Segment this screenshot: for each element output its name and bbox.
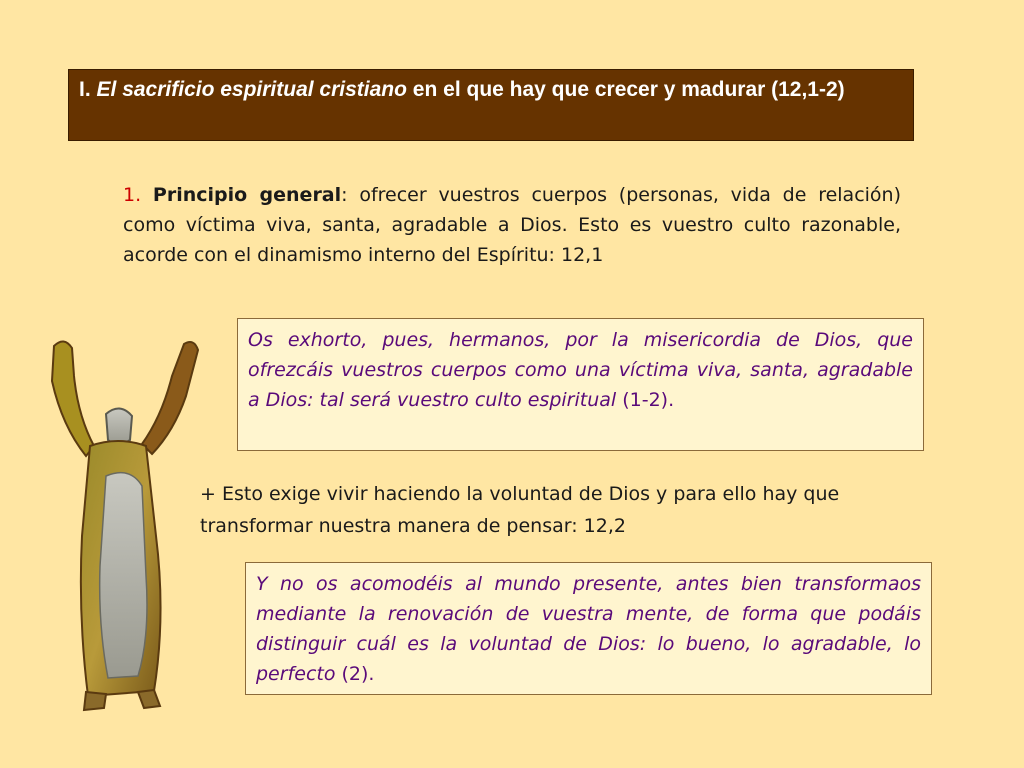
praying-figure-icon [34, 336, 204, 716]
principle-paragraph [123, 180, 901, 270]
principle-heading: Principio general [152, 184, 342, 206]
note-paragraph: + Esto exige vivir haciendo la voluntad de Dios y para ello hay que transformar nuestra manera de pensar: 12,2 [200, 483, 840, 537]
principle-text: : ofrecer vuestros cuerpos (personas, vida de relación) como víctima viva, santa, agradable a Dios. Esto es vuestro culto razonable, acorde con el dinamismo interno del Espíritu: 12,1 [123, 184, 902, 266]
title-italic: El sacrificio espiritual cristiano [96, 78, 407, 101]
principle-number: 1. [123, 184, 142, 206]
title-number: I. [79, 78, 97, 101]
scripture-quote-2 [245, 562, 932, 695]
quote2-ref: (2). [335, 663, 375, 685]
quote1-text: Os exhorto, pues, hermanos, por la misericordia de Dios, que ofrezcáis vuestros cuerpos como una víctima viva, santa, agradable a Dios: tal será vuestro culto espiritual [248, 329, 913, 411]
title-rest: en el que hay que crecer y madurar (12,1-2) [406, 78, 845, 101]
quote2-text: Y no os acomodéis al mundo presente, antes bien transformaos mediante la renovación de vuestra mente, de forma que podáis distinguir cuál es la voluntad de Dios: lo bueno, lo agradable, lo perfecto [256, 573, 921, 685]
slide-title [68, 69, 914, 141]
quote1-ref: (1-2). [616, 389, 675, 411]
scripture-quote-1 [237, 318, 924, 451]
